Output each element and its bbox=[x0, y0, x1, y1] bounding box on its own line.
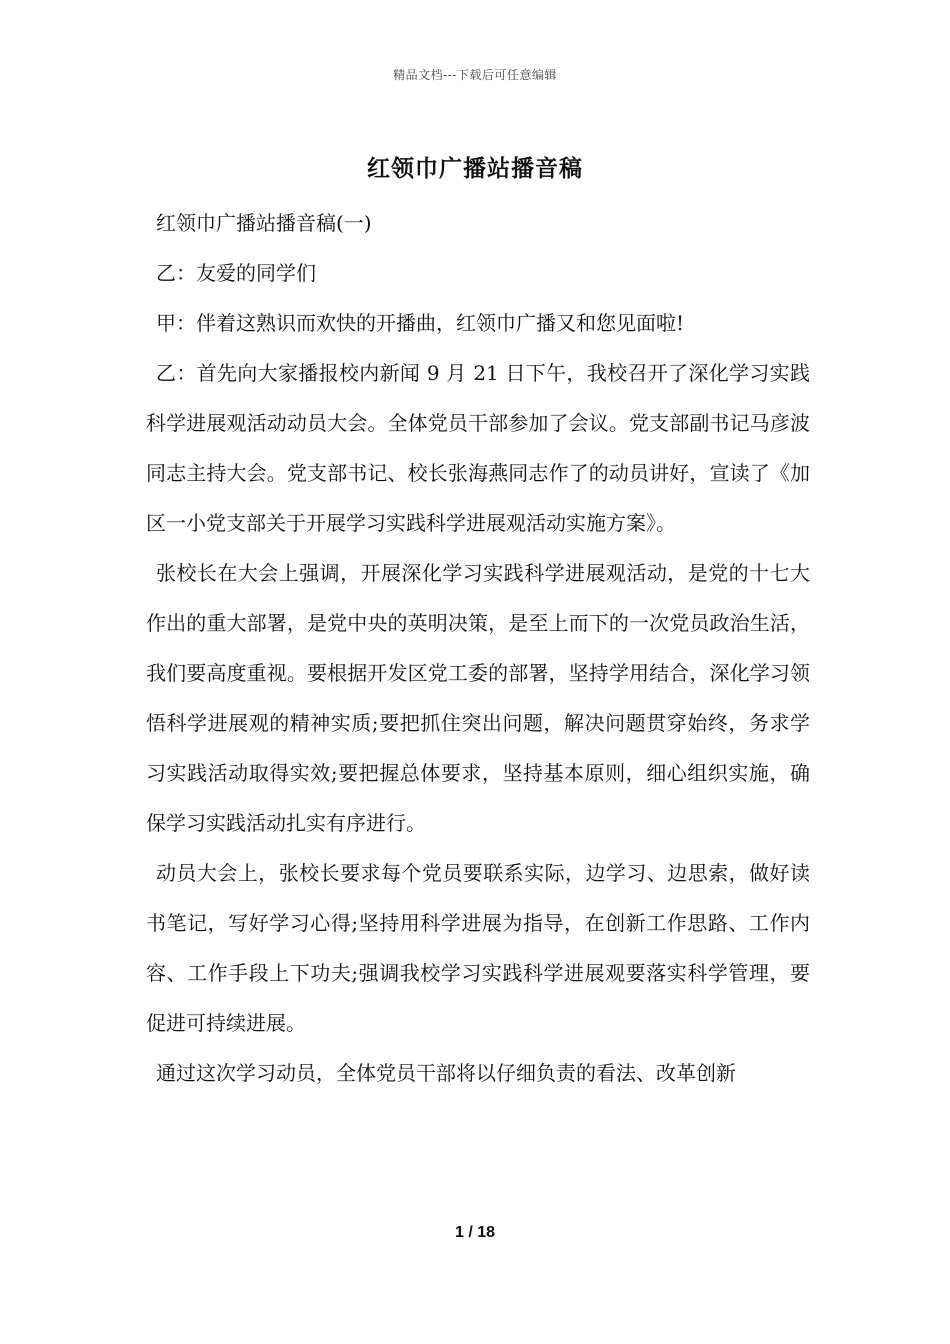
page-header: 精品文档---下载后可任意编辑 bbox=[393, 68, 557, 82]
paragraph: 动员大会上，张校长要求每个党员要联系实际，边学习、边思索，做好读书笔记，写好学习心得;坚持用科学进展为指导，在创新工作思路、工作内容、工作手段上下功夫;强调我校学习实践科学进展观要落实科学管理，要促进可持续进展。 bbox=[146, 861, 810, 1035]
document-body bbox=[146, 198, 810, 1098]
paragraph: 甲：伴着这熟识而欢快的开播曲，红领巾广播又和您见面啦! bbox=[156, 311, 685, 335]
paragraph: 乙：首先向大家播报校内新闻 9 月 21 日下午，我校召开了深化学习实践科学进展观活动动员大会。全体党员干部参加了会议。党支部副书记马彦波同志主持大会。党支部书记、校长张海燕同志作了的动员讲好，宣读了《加区一小党支部关于开展学习实践科学进展观活动实施方案》。 bbox=[146, 361, 810, 535]
paragraph-subtitle: 红领巾广播站播音稿(一) bbox=[156, 211, 372, 235]
paragraph: 通过这次学习动员，全体党员干部将以仔细负责的看法、改革创新 bbox=[156, 1061, 736, 1085]
paragraph: 张校长在大会上强调，开展深化学习实践科学进展观活动，是党的十七大作出的重大部署，是党中央的英明决策，是至上而下的一次党员政治生活，我们要高度重视。要根据开发区党工委的部署，坚持学用结合，深化学习领悟科学进展观的精神实质;要把抓住突出问题，解决问题贯穿始终，务求学习实践活动取得实效;要把握总体要求，坚持基本原则，细心组织实施，确保学习实践活动扎实有序进行。 bbox=[146, 561, 810, 835]
document-title: 红领巾广播站播音稿 bbox=[367, 155, 583, 182]
page-number: 1 / 18 bbox=[454, 1224, 496, 1241]
paragraph: 乙：友爱的同学们 bbox=[156, 261, 316, 285]
